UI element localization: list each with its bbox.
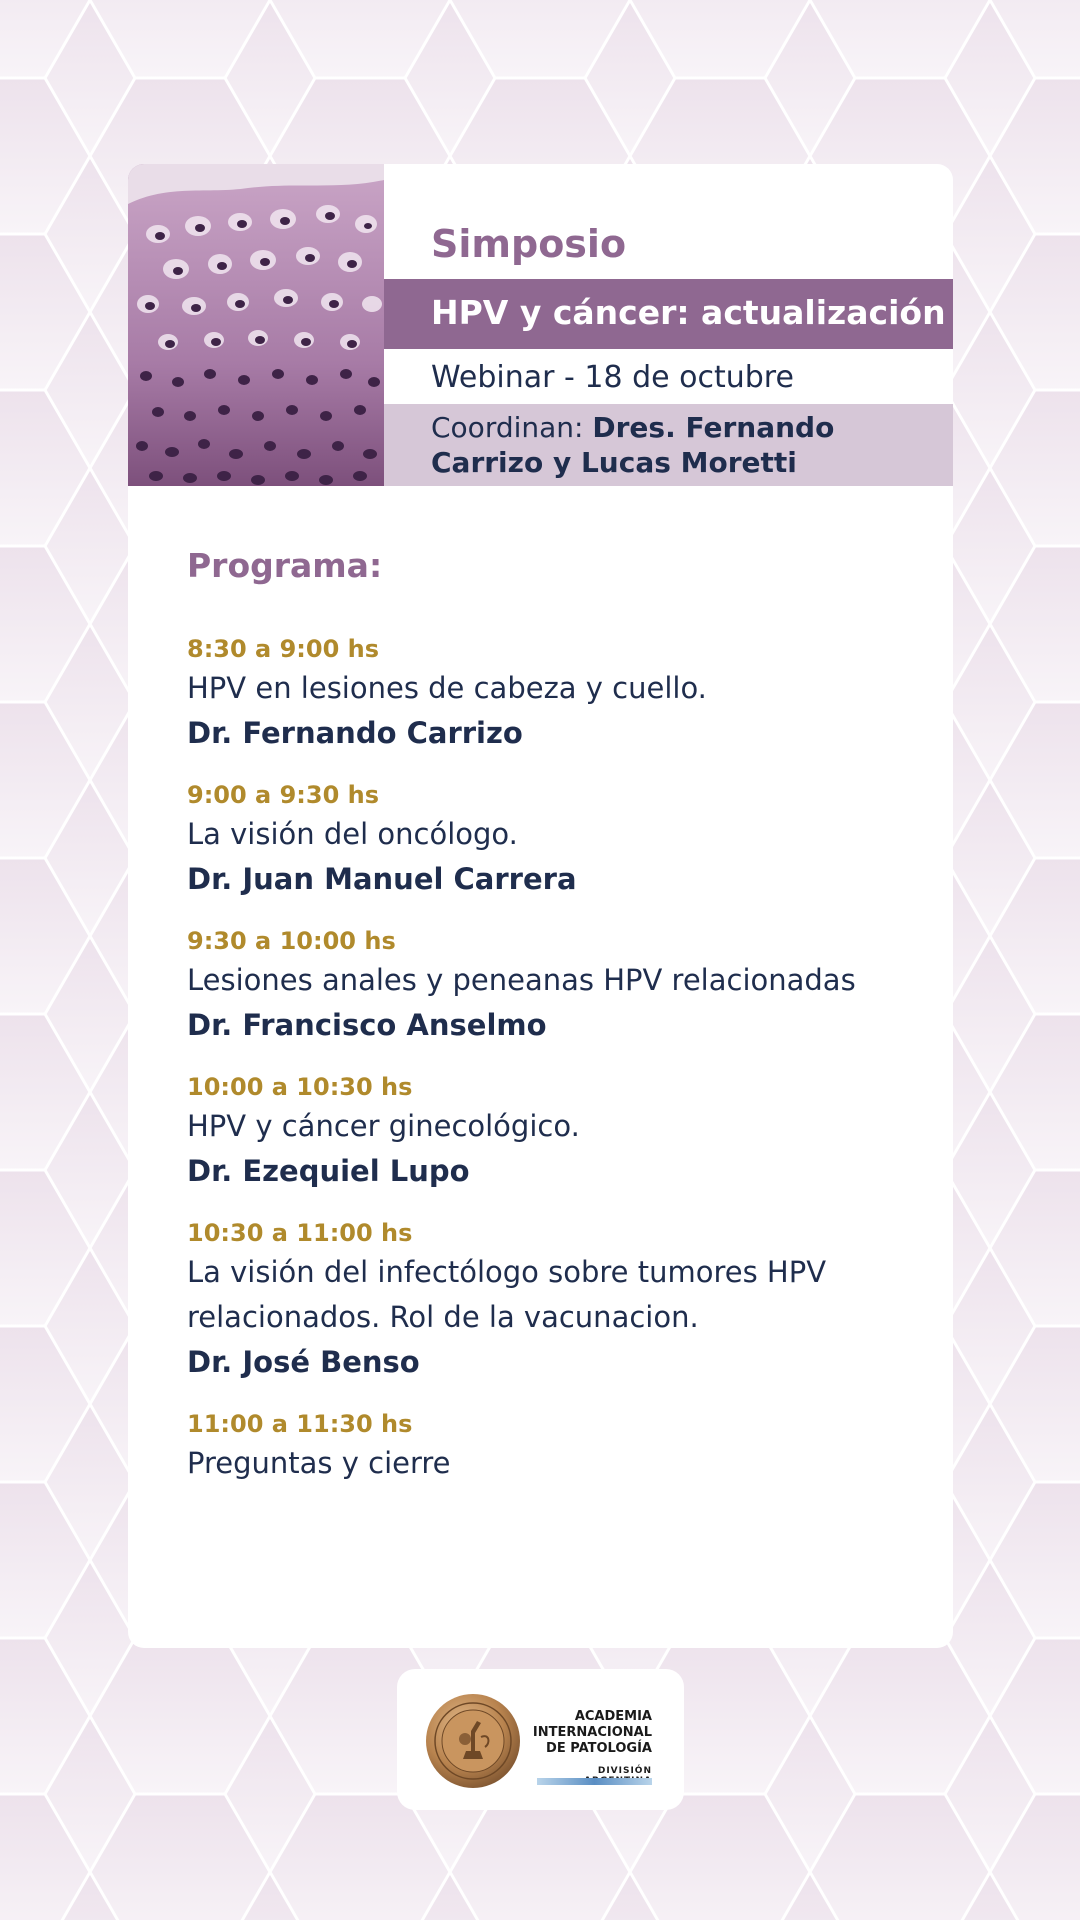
coordinators xyxy=(431,410,941,480)
item-topic: HPV y cáncer ginecológico. xyxy=(187,1109,580,1143)
coordinators-names: Dres. Fernando Carrizo y Lucas Moretti xyxy=(431,411,835,479)
item-time: 10:00 a 10:30 hs xyxy=(187,1073,413,1101)
item-speaker: Dr. José Benso xyxy=(187,1345,420,1379)
program-item xyxy=(187,1407,927,1486)
item-time: 8:30 a 9:00 hs xyxy=(187,635,380,663)
item-speaker: Dr. Juan Manuel Carrera xyxy=(187,862,577,896)
item-time: 10:30 a 11:00 hs xyxy=(187,1219,413,1247)
program-list xyxy=(187,632,927,1508)
academy-name-line: INTERNACIONAL xyxy=(532,1725,652,1740)
event-title: HPV y cáncer: actualización xyxy=(431,293,946,332)
title-band xyxy=(384,279,953,349)
program-item xyxy=(187,1216,927,1385)
item-speaker: Dr. Ezequiel Lupo xyxy=(187,1154,470,1188)
program-item xyxy=(187,1070,927,1194)
academy-name-line: ACADEMIA xyxy=(574,1709,652,1724)
histology-image xyxy=(128,164,384,486)
item-time: 9:30 a 10:00 hs xyxy=(187,927,396,955)
event-date: Webinar - 18 de octubre xyxy=(431,360,794,395)
program-heading: Programa: xyxy=(187,546,383,585)
flag-stripe xyxy=(537,1778,652,1785)
item-time: 9:00 a 9:30 hs xyxy=(187,781,380,809)
program-item xyxy=(187,924,927,1048)
item-speaker: Dr. Fernando Carrizo xyxy=(187,716,523,750)
program-card xyxy=(128,164,953,1648)
item-topic: HPV en lesiones de cabeza y cuello. xyxy=(187,671,707,705)
academy-seal-icon xyxy=(425,1693,521,1789)
item-time: 11:00 a 11:30 hs xyxy=(187,1410,413,1438)
program-item xyxy=(187,778,927,902)
event-type-label: Simposio xyxy=(431,222,627,266)
item-topic: Lesiones anales y peneanas HPV relacionadas xyxy=(187,963,856,997)
academy-name-line: DE PATOLOGÍA xyxy=(546,1741,652,1756)
item-topic: La visión del oncólogo. xyxy=(187,817,518,851)
program-item xyxy=(187,632,927,756)
academy-division: DIVISIÓN xyxy=(597,1766,652,1776)
item-topic: La visión del infectólogo sobre tumores HPV relacionados. Rol de la vacunacion. xyxy=(187,1255,827,1334)
item-speaker: Dr. Francisco Anselmo xyxy=(187,1008,547,1042)
coordinators-prefix: Coordinan: xyxy=(431,411,593,444)
academy-logo xyxy=(397,1669,684,1810)
academy-name xyxy=(517,1709,652,1757)
item-topic: Preguntas y cierre xyxy=(187,1446,451,1480)
coordinators-band xyxy=(384,404,953,486)
